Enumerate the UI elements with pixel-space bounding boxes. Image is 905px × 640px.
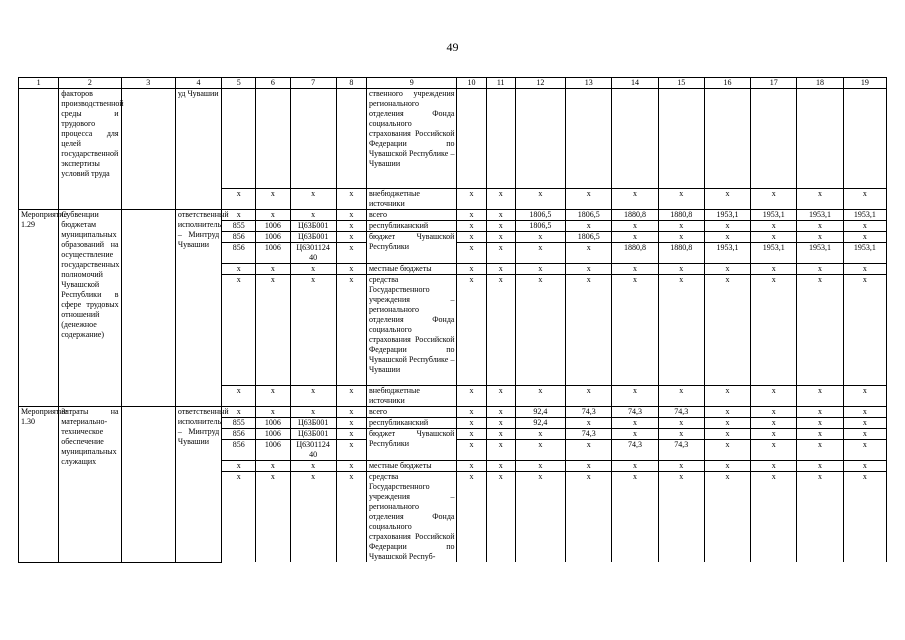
column-number: 12: [515, 78, 565, 89]
budget-code: 855: [222, 221, 256, 232]
table-row: [19, 407, 887, 418]
amount-cell: x: [486, 210, 515, 221]
amount-cell: x: [612, 275, 658, 386]
amount-cell: x: [797, 221, 843, 232]
amount-cell: x: [612, 386, 658, 407]
amount-cell: x: [704, 418, 750, 429]
table-cell: [121, 407, 175, 563]
amount-cell: 1953,1: [843, 210, 886, 221]
amount-cell: x: [797, 232, 843, 243]
table-cell: [457, 89, 486, 189]
amount-cell: x: [658, 461, 704, 472]
amount-cell: x: [704, 472, 750, 563]
amount-cell: x: [612, 461, 658, 472]
amount-cell: x: [704, 221, 750, 232]
budget-code: x: [336, 407, 366, 418]
column-number: 18: [797, 78, 843, 89]
amount-cell: 1953,1: [797, 210, 843, 221]
measure-name: Субвенции бюджетам муниципальных образований на осуществление государственных полномочий Чувашской Республики в сфере трудовых отношений (денежное содержание): [59, 210, 121, 407]
amount-cell: x: [457, 264, 486, 275]
amount-cell: x: [751, 275, 797, 386]
column-number: 1: [19, 78, 59, 89]
amount-cell: x: [751, 232, 797, 243]
amount-cell: x: [566, 221, 612, 232]
amount-cell: x: [797, 275, 843, 386]
amount-cell: x: [515, 429, 565, 440]
amount-cell: x: [515, 461, 565, 472]
amount-cell: x: [797, 429, 843, 440]
amount-cell: 1880,8: [612, 243, 658, 264]
amount-cell: x: [515, 243, 565, 264]
amount-cell: x: [566, 440, 612, 461]
funding-source: местные бюджеты: [366, 461, 457, 472]
amount-cell: x: [797, 418, 843, 429]
amount-cell: x: [751, 189, 797, 210]
budget-code: 856: [222, 440, 256, 461]
amount-cell: x: [751, 418, 797, 429]
amount-cell: x: [704, 440, 750, 461]
amount-cell: x: [843, 232, 886, 243]
table-cell: [222, 89, 256, 189]
budget-code: 1006: [256, 418, 290, 429]
amount-cell: x: [658, 275, 704, 386]
measure-name: Затраты на материально-техническое обеспечение муниципальных служащих: [59, 407, 121, 563]
budget-code: x: [290, 189, 336, 210]
table-cell: [486, 89, 515, 189]
budget-code: x: [222, 461, 256, 472]
amount-cell: x: [486, 429, 515, 440]
column-number: 16: [704, 78, 750, 89]
funding-source: бюджет Чувашской Республики: [366, 429, 457, 461]
amount-cell: x: [797, 461, 843, 472]
amount-cell: x: [797, 386, 843, 407]
budget-code: Ц63Б001: [290, 418, 336, 429]
amount-cell: x: [843, 418, 886, 429]
amount-cell: 1806,5: [515, 210, 565, 221]
amount-cell: x: [843, 275, 886, 386]
amount-cell: x: [843, 472, 886, 563]
amount-cell: x: [486, 275, 515, 386]
budget-code: x: [256, 189, 290, 210]
budget-code: x: [336, 189, 366, 210]
budget-code: Ц63Б001: [290, 232, 336, 243]
amount-cell: 1953,1: [843, 243, 886, 264]
budget-code: x: [222, 386, 256, 407]
column-number-row: [19, 78, 887, 89]
table-cell: [843, 89, 886, 189]
budget-code: x: [336, 210, 366, 221]
column-number: 3: [121, 78, 175, 89]
amount-cell: 1880,8: [658, 210, 704, 221]
budget-code: x: [222, 407, 256, 418]
amount-cell: x: [486, 461, 515, 472]
amount-cell: x: [566, 461, 612, 472]
amount-cell: x: [797, 189, 843, 210]
measure-name: факторов производственной среды и трудового процесса для целей государственной экспертизы условий труда: [59, 89, 121, 210]
budget-code: x: [256, 386, 290, 407]
amount-cell: x: [457, 275, 486, 386]
column-number: 14: [612, 78, 658, 89]
budget-code: 1006: [256, 232, 290, 243]
funding-source: всего: [366, 407, 457, 418]
amount-cell: x: [612, 232, 658, 243]
measure-label: Мероприятие 1.30: [19, 407, 59, 563]
amount-cell: x: [457, 210, 486, 221]
amount-cell: x: [751, 472, 797, 563]
amount-cell: x: [658, 232, 704, 243]
budget-code: x: [256, 407, 290, 418]
table-cell: [612, 89, 658, 189]
table-cell: [336, 89, 366, 189]
table-cell: [797, 89, 843, 189]
budget-code: x: [336, 232, 366, 243]
amount-cell: x: [658, 472, 704, 563]
amount-cell: 1880,8: [658, 243, 704, 264]
amount-cell: 92,4: [515, 407, 565, 418]
amount-cell: x: [751, 386, 797, 407]
executor: уд Чувашии: [175, 89, 221, 210]
column-number: 10: [457, 78, 486, 89]
budget-code: x: [222, 472, 256, 563]
amount-cell: 1806,5: [566, 210, 612, 221]
budget-code: x: [336, 418, 366, 429]
amount-cell: x: [704, 461, 750, 472]
amount-cell: x: [486, 472, 515, 563]
amount-cell: x: [486, 418, 515, 429]
budget-code: x: [290, 275, 336, 386]
amount-cell: x: [486, 243, 515, 264]
table-cell: [658, 89, 704, 189]
amount-cell: x: [486, 232, 515, 243]
funding-source: средства Государственного учреждения – регионального отделения Фонда социального страхования Российской Федерации по Чувашской Респуб-: [366, 472, 457, 563]
table-row: [19, 89, 887, 189]
amount-cell: x: [515, 472, 565, 563]
amount-cell: x: [843, 386, 886, 407]
budget-code: x: [256, 461, 290, 472]
amount-cell: 1953,1: [751, 210, 797, 221]
amount-cell: x: [486, 440, 515, 461]
budget-code: x: [222, 189, 256, 210]
budget-code: x: [336, 386, 366, 407]
amount-cell: x: [566, 264, 612, 275]
amount-cell: 1880,8: [612, 210, 658, 221]
amount-cell: x: [751, 440, 797, 461]
executor: ответственный исполнитель – Минтруд Чувашии: [175, 210, 221, 407]
amount-cell: x: [457, 440, 486, 461]
funding-source: внебюджетные источники: [366, 386, 457, 407]
amount-cell: x: [658, 386, 704, 407]
budget-code: x: [290, 472, 336, 563]
column-number: 13: [566, 78, 612, 89]
budget-code: x: [256, 472, 290, 563]
amount-cell: x: [843, 440, 886, 461]
amount-cell: x: [515, 440, 565, 461]
budget-code: x: [336, 221, 366, 232]
amount-cell: x: [751, 407, 797, 418]
amount-cell: 74,3: [658, 440, 704, 461]
budget-code: x: [336, 472, 366, 563]
budget-code: x: [336, 275, 366, 386]
budget-code: x: [336, 461, 366, 472]
amount-cell: x: [612, 472, 658, 563]
amount-cell: x: [658, 189, 704, 210]
amount-cell: 1953,1: [704, 210, 750, 221]
column-number: 11: [486, 78, 515, 89]
amount-cell: x: [457, 418, 486, 429]
amount-cell: x: [612, 264, 658, 275]
amount-cell: x: [704, 386, 750, 407]
amount-cell: x: [486, 189, 515, 210]
amount-cell: x: [797, 472, 843, 563]
budget-code: x: [290, 386, 336, 407]
budget-code: 1006: [256, 440, 290, 461]
amount-cell: x: [658, 264, 704, 275]
amount-cell: x: [566, 189, 612, 210]
budget-code: x: [290, 407, 336, 418]
table-cell: [121, 210, 175, 407]
budget-code: Ц63Б001: [290, 221, 336, 232]
column-number: 17: [751, 78, 797, 89]
table-cell: [751, 89, 797, 189]
budget-code: 856: [222, 232, 256, 243]
budget-code: Ц63Б001: [290, 429, 336, 440]
amount-cell: 74,3: [612, 440, 658, 461]
column-number: 8: [336, 78, 366, 89]
amount-cell: 1953,1: [797, 243, 843, 264]
amount-cell: x: [457, 221, 486, 232]
funding-source: всего: [366, 210, 457, 221]
amount-cell: x: [566, 275, 612, 386]
table-cell: [121, 89, 175, 210]
amount-cell: x: [566, 418, 612, 429]
budget-code: x: [336, 264, 366, 275]
amount-cell: 1806,5: [515, 221, 565, 232]
funding-source: бюджет Чувашской Республики: [366, 232, 457, 264]
amount-cell: 1953,1: [704, 243, 750, 264]
amount-cell: x: [566, 472, 612, 563]
budget-code: x: [222, 210, 256, 221]
amount-cell: x: [751, 221, 797, 232]
amount-cell: x: [704, 429, 750, 440]
column-number: 6: [256, 78, 290, 89]
budget-code: x: [256, 264, 290, 275]
table-cell: [256, 89, 290, 189]
amount-cell: x: [457, 461, 486, 472]
amount-cell: x: [486, 407, 515, 418]
table-cell: [19, 89, 59, 210]
budget-code: Ц6301124 40: [290, 440, 336, 461]
amount-cell: x: [843, 264, 886, 275]
budget-table: [18, 77, 887, 563]
budget-code: 1006: [256, 221, 290, 232]
amount-cell: x: [515, 232, 565, 243]
amount-cell: x: [704, 264, 750, 275]
amount-cell: x: [566, 386, 612, 407]
funding-source: местные бюджеты: [366, 264, 457, 275]
budget-code: 1006: [256, 429, 290, 440]
amount-cell: 74,3: [612, 407, 658, 418]
amount-cell: x: [704, 232, 750, 243]
column-number: 5: [222, 78, 256, 89]
funding-source: республиканский: [366, 418, 457, 429]
amount-cell: x: [797, 440, 843, 461]
table-cell: [290, 89, 336, 189]
amount-cell: x: [457, 189, 486, 210]
funding-source: ственного учреждения регионального отделения Фонда социального страхования Российской Федерации по Чувашской Республике – Чувашии: [366, 89, 457, 189]
amount-cell: x: [704, 189, 750, 210]
budget-code: x: [290, 210, 336, 221]
amount-cell: 74,3: [566, 407, 612, 418]
amount-cell: x: [751, 429, 797, 440]
budget-code: x: [336, 440, 366, 461]
amount-cell: x: [843, 461, 886, 472]
budget-code: Ц6301124 40: [290, 243, 336, 264]
column-number: 7: [290, 78, 336, 89]
amount-cell: x: [704, 407, 750, 418]
amount-cell: x: [486, 386, 515, 407]
funding-source: внебюджетные источники: [366, 189, 457, 210]
budget-code: 1006: [256, 243, 290, 264]
amount-cell: x: [515, 264, 565, 275]
amount-cell: x: [797, 407, 843, 418]
column-number: 9: [366, 78, 457, 89]
amount-cell: x: [658, 221, 704, 232]
column-number: 15: [658, 78, 704, 89]
amount-cell: x: [843, 189, 886, 210]
budget-code: x: [256, 210, 290, 221]
amount-cell: x: [843, 407, 886, 418]
budget-code: x: [336, 429, 366, 440]
executor: ответственный исполнитель – Минтруд Чувашии: [175, 407, 221, 563]
budget-code: x: [222, 264, 256, 275]
measure-label: Мероприятие 1.29: [19, 210, 59, 407]
amount-cell: x: [797, 264, 843, 275]
budget-code: 856: [222, 429, 256, 440]
budget-code: x: [290, 264, 336, 275]
budget-code: 856: [222, 243, 256, 264]
amount-cell: 74,3: [658, 407, 704, 418]
amount-cell: x: [612, 221, 658, 232]
table-cell: [566, 89, 612, 189]
amount-cell: 1806,5: [566, 232, 612, 243]
amount-cell: x: [658, 418, 704, 429]
column-number: 4: [175, 78, 221, 89]
amount-cell: x: [751, 461, 797, 472]
column-number: 2: [59, 78, 121, 89]
amount-cell: x: [515, 386, 565, 407]
amount-cell: 1953,1: [751, 243, 797, 264]
amount-cell: x: [486, 221, 515, 232]
budget-code: x: [256, 275, 290, 386]
funding-source: республиканский: [366, 221, 457, 232]
funding-source: средства Государственного учреждения – регионального отделения Фонда социального страхования Российской Федерации по Чувашской Республике – Чувашии: [366, 275, 457, 386]
amount-cell: x: [457, 243, 486, 264]
amount-cell: 74,3: [566, 429, 612, 440]
amount-cell: x: [843, 221, 886, 232]
budget-code: x: [290, 461, 336, 472]
amount-cell: x: [751, 264, 797, 275]
amount-cell: x: [566, 243, 612, 264]
amount-cell: x: [843, 429, 886, 440]
amount-cell: x: [486, 264, 515, 275]
page-number: 49: [446, 40, 459, 54]
amount-cell: x: [612, 189, 658, 210]
budget-code: x: [336, 243, 366, 264]
amount-cell: x: [612, 418, 658, 429]
amount-cell: x: [457, 232, 486, 243]
amount-cell: x: [515, 189, 565, 210]
budget-code: 855: [222, 418, 256, 429]
amount-cell: x: [658, 429, 704, 440]
amount-cell: x: [612, 429, 658, 440]
amount-cell: x: [457, 472, 486, 563]
column-number: 19: [843, 78, 886, 89]
table-cell: [704, 89, 750, 189]
table-cell: [515, 89, 565, 189]
amount-cell: x: [457, 386, 486, 407]
amount-cell: x: [457, 407, 486, 418]
amount-cell: x: [457, 429, 486, 440]
amount-cell: x: [704, 275, 750, 386]
budget-code: x: [222, 275, 256, 386]
amount-cell: x: [515, 275, 565, 386]
amount-cell: 92,4: [515, 418, 565, 429]
table-row: [19, 210, 887, 221]
